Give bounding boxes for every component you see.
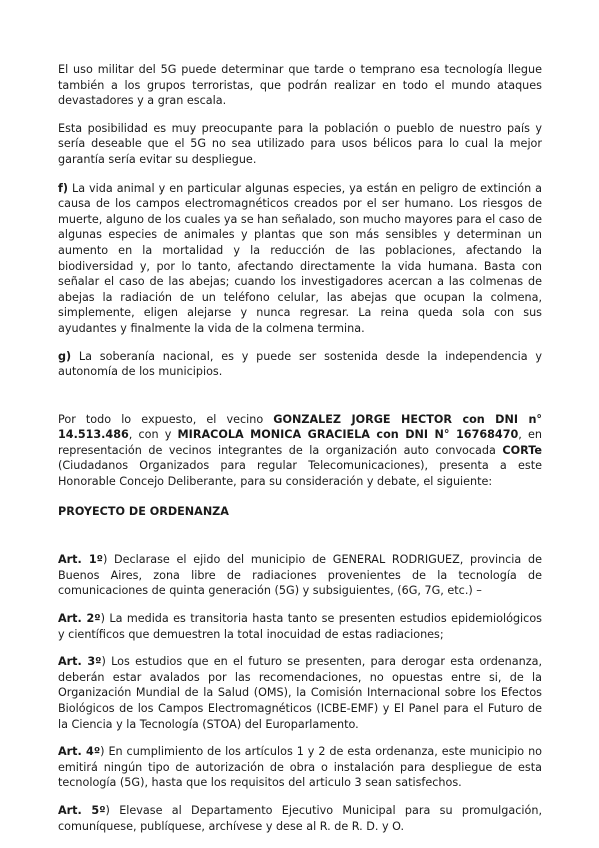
article-label: Art. 1º xyxy=(58,553,103,567)
intro-text-4: (Ciudadanos Organizados para regular Telecomunicaciones), presenta a este Honorable Concejo Deliberante, para su consideración y debate, el siguiente: xyxy=(58,459,542,489)
item-label-g: g) xyxy=(58,349,72,363)
paragraph-sovereignty-text: La soberanía nacional, es y puede ser sostenida desde la independencia y autonomía de los municipios. xyxy=(58,349,542,379)
paragraph-animal-life xyxy=(58,181,542,337)
article-label: Art. 5º xyxy=(58,803,106,817)
petitioner-name-1: GONZALEZ JORGE HECTOR con DNI n° 14.513.486 xyxy=(58,412,543,442)
paragraph-intro xyxy=(58,412,542,490)
paragraph-sovereignty xyxy=(58,349,542,380)
article-text: ) Declarase el ejido del municipio de GENERAL RODRIGUEZ, provincia de Buenos Aires, zona libre de radiaciones provenientes de la tecnología de comunicaciones de quinta generación (5G) y subsiguientes, (6G, 7G, etc.) – xyxy=(58,553,542,598)
section-heading: PROYECTO DE ORDENANZA xyxy=(58,504,229,518)
article-label: Art. 3º xyxy=(58,655,102,669)
article-text: ) Elevase al Departamento Ejecutivo Municipal para su promulgación, comuníquese, publíquese, archívese y dese al R. de R. D. y O. xyxy=(58,803,543,833)
paragraph-concern: Esta posibilidad es muy preocupante para la población o pueblo de nuestro país y sería deseable que el 5G no sea utilizado para usos bélicos para lo cual la mejor garantía sería evitar su despliegue. xyxy=(58,121,542,166)
article-label: Art. 4º xyxy=(58,745,101,759)
article-text: ) La medida es transitoria hasta tanto se presenten estudios epidemiológicos y científicos que demuestren la total inocuidad de estas radiaciones; xyxy=(58,612,542,641)
petitioner-name-2: MIRACOLA MONICA GRACIELA con DNI N° 16768470 xyxy=(177,428,519,442)
item-label-f: f) xyxy=(58,181,68,195)
document-body xyxy=(58,62,542,846)
article-2 xyxy=(58,611,542,642)
article-5 xyxy=(58,803,542,834)
article-3 xyxy=(58,654,542,732)
intro-text-2: , con y xyxy=(128,428,178,442)
article-1 xyxy=(58,552,542,599)
intro-text-1: Por todo lo expuesto, el vecino xyxy=(58,412,274,426)
organization-name: CORTe xyxy=(502,443,542,457)
article-label: Art. 2º xyxy=(58,612,101,626)
article-text: ) En cumplimiento de los artículos 1 y 2 de esta ordenanza, este municipio no emitirá ningún tipo de autorización de obra o instalación para despliegue de esta tecnología (5G), hasta que los requisitos del articulo 3 sean satisfechos. xyxy=(58,745,543,790)
intro-text-3: , en representación de vecinos integrantes de la organización auto convocada xyxy=(58,428,542,457)
article-4 xyxy=(58,744,542,791)
article-text: ) Los estudios que en el futuro se presenten, para derogar esta ordenanza, deberán estar avalados por las recomendaciones, no opuestas entre si, de la Organización Mundial de la Salud (OMS), la Comisión Internacional sobre los Efectos Biológicos de los Campos Electromagnéticos (ICBE-EMF) y El Panel para el Futuro de la Ciencia y la Tecnología (STOA) del Europarlamento. xyxy=(58,655,542,731)
paragraph-military-use: El uso militar del 5G puede determinar que tarde o temprano esa tecnología llegue también a los grupos terroristas, que podrán realizar en todo el mundo ataques devastadores y a gran escala. xyxy=(58,63,542,108)
paragraph-animal-life-text: La vida animal y en particular algunas especies, ya están en peligro de extinción a causa de los campos electromagnéticos creados por el ser humano. Los riesgos de muerte, alguno de los cuales ya se han señalado, son mucho mayores para el caso de algunas especies de animales y plantas que son más sensibles y determinan un aumento en la mortalidad y la reducción de las poblaciones, afectando la biodiversidad y, por lo tanto, afectando directamente la vida humana. Basta con señalar el caso de las abejas; cuando los investigadores acercan a las colmenas de abejas la radiación de un teléfono celular, las abejas que ocupan la colmena, simplemente, eligen alejarse y nunca regresar. La reina queda sola con sus ayudantes y finalmente la vida de la colmena termina. xyxy=(58,181,542,335)
